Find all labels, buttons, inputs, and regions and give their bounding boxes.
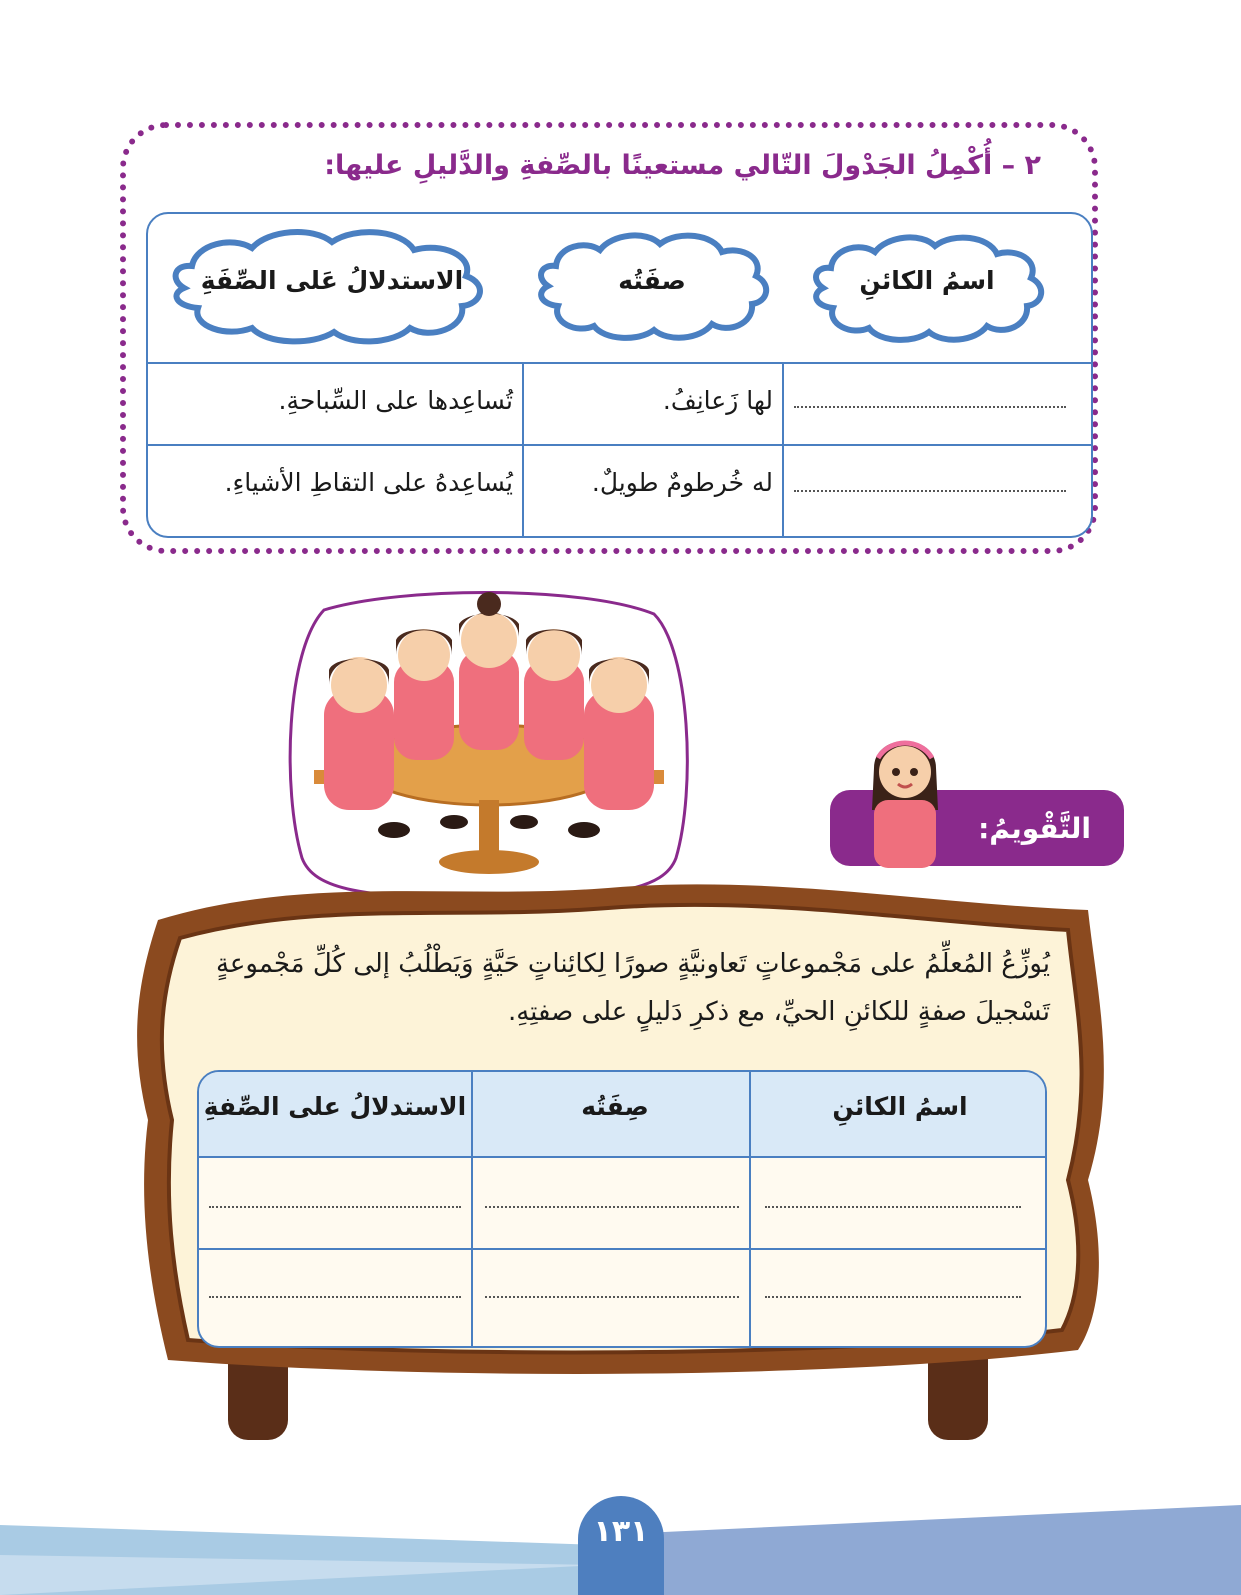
answer-blank[interactable] [765,1206,1021,1208]
evaluation-label: التَّقْويمُ: [978,812,1091,845]
table-header-evidence: الاستدلالُ على الصِّفةِ [203,1092,467,1121]
answer-blank[interactable] [209,1296,461,1298]
exercise-question: ٢ – أُكْمِلُ الجَدْولَ التّالي مستعينًا بالصِّفةِ والدَّليلِ عليها: [324,150,1041,181]
table-header-evidence: الاستدلالُ عَلى الصِّفَةِ [200,266,464,295]
answer-blank[interactable] [485,1206,739,1208]
table-header-name: اسمُ الكائنِ [832,1092,968,1121]
row-divider [199,1156,1045,1158]
trait-cell: له خُرطومٌ طويلٌ. [591,468,773,497]
girls-at-table-illustration [284,590,694,900]
page-number: ١٣١ [593,1514,649,1549]
answer-blank[interactable] [209,1206,461,1208]
answer-blank[interactable] [765,1296,1021,1298]
answer-blank[interactable] [794,490,1066,492]
evaluation-instruction: يُوزِّعُ المُعلِّمُ على مَجْموعاتٍ تَعاونيَّةٍ صورًا لِكائِناتٍ حَيَّةٍ وَيَطْلُبُ إلى كُلِّ مَجْموعةٍ تَسْجيلَ صفةٍ للكائنِ الحيِّ، مع ذكرِ دَليلٍ على صفتِهِ. [215,949,1050,1027]
girl-avatar-illustration [860,728,950,868]
table-header-trait: صفَتُه [618,266,686,295]
table-header-trait: صِفَتُه [581,1092,649,1121]
evidence-cell: تُساعِدها على السِّباحةِ. [278,386,513,415]
row-divider [148,362,1091,364]
evaluation-table [197,1070,1047,1348]
evidence-cell: يُساعِدهُ على التقاطِ الأشياءِ. [224,468,513,497]
row-divider [199,1248,1045,1250]
column-divider [471,1072,473,1348]
table-header-name: اسمُ الكائنِ [859,266,995,295]
answer-blank[interactable] [485,1296,739,1298]
column-divider [749,1072,751,1348]
column-divider [522,362,524,538]
column-divider [782,362,784,538]
trait-cell: لها زَعانِفُ. [662,386,773,415]
answer-blank[interactable] [794,406,1066,408]
row-divider [148,444,1091,446]
exercise-table [146,212,1093,538]
